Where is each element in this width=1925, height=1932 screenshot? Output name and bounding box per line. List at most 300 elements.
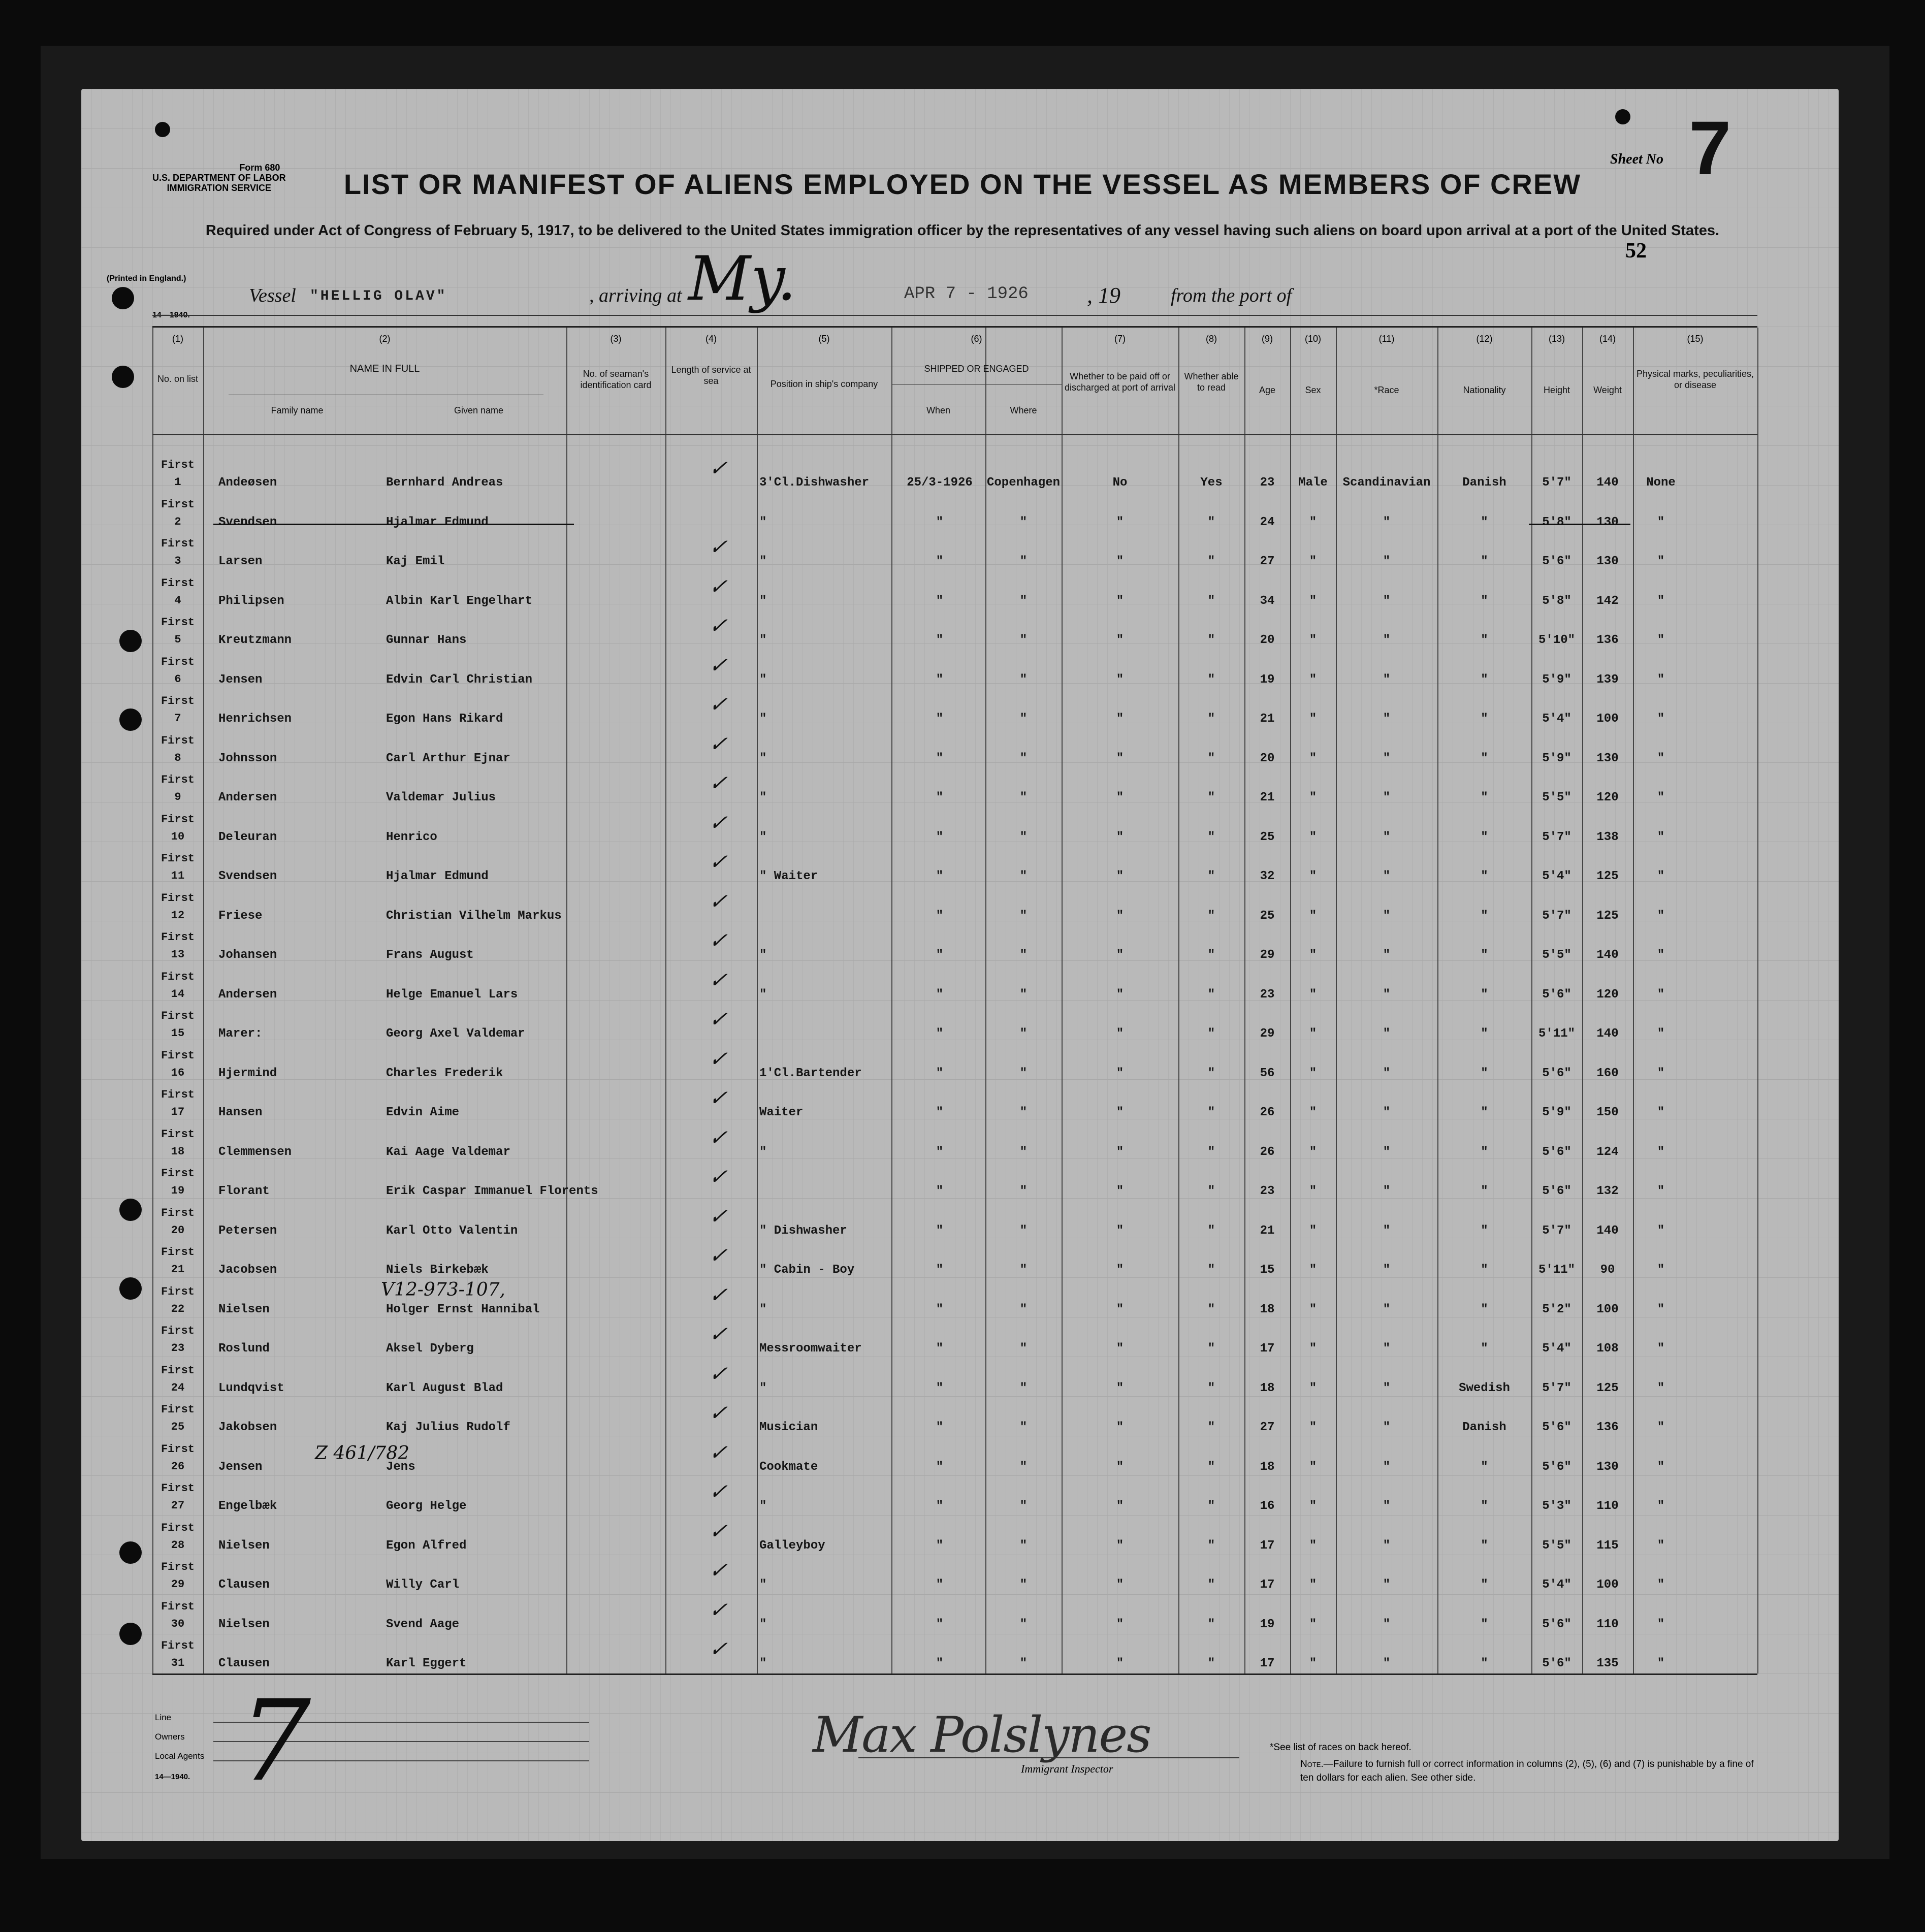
checkmark-icon: ✓ bbox=[707, 888, 734, 914]
sex: " bbox=[1309, 751, 1317, 765]
table-row bbox=[152, 810, 1757, 853]
sex: " bbox=[1309, 1302, 1317, 1316]
weight: 136 bbox=[1596, 633, 1619, 647]
handwritten-sheet-mark: 7 bbox=[224, 1676, 324, 1806]
race: " bbox=[1383, 1381, 1391, 1395]
col-id-card-header: No. of seaman's identification card bbox=[580, 369, 652, 390]
height: 5'11" bbox=[1538, 1027, 1575, 1041]
class-label: First bbox=[161, 1206, 195, 1219]
position: " bbox=[759, 712, 767, 726]
sex: " bbox=[1309, 987, 1317, 1002]
family-name: Philipsen bbox=[218, 594, 284, 608]
paid-off: " bbox=[1116, 1145, 1124, 1159]
class-label: First bbox=[161, 498, 195, 511]
family-name: Nielsen bbox=[218, 1538, 270, 1553]
shipped-where: " bbox=[1019, 1027, 1028, 1041]
row-number: 17 bbox=[171, 1106, 185, 1118]
height: 5'10" bbox=[1538, 633, 1575, 647]
col-13-number: (13) bbox=[1548, 334, 1565, 344]
paid-off: " bbox=[1116, 515, 1124, 529]
paid-off: " bbox=[1116, 791, 1124, 804]
shipped-when: " bbox=[936, 1617, 944, 1631]
sex: " bbox=[1309, 1381, 1317, 1395]
height: 5'8" bbox=[1542, 515, 1571, 529]
age: 27 bbox=[1260, 1421, 1275, 1434]
age: 34 bbox=[1260, 594, 1275, 608]
class-label: First bbox=[161, 1049, 195, 1062]
able-to-read: " bbox=[1207, 1066, 1215, 1080]
nationality: " bbox=[1481, 633, 1488, 647]
paid-off: " bbox=[1116, 1342, 1124, 1356]
nationality: " bbox=[1481, 1578, 1488, 1592]
family-name: Petersen bbox=[218, 1223, 277, 1238]
race: " bbox=[1383, 791, 1391, 804]
height: 5'7" bbox=[1542, 476, 1571, 490]
row-number: 26 bbox=[171, 1460, 185, 1473]
checkmark-icon: ✓ bbox=[707, 1439, 734, 1465]
class-label: First bbox=[161, 774, 195, 786]
able-to-read: " bbox=[1207, 751, 1215, 765]
table-row bbox=[152, 1558, 1757, 1600]
family-name: Andeøsen bbox=[218, 476, 277, 490]
table-row bbox=[152, 1279, 1757, 1325]
col-6-number: (6) bbox=[971, 334, 982, 344]
col-7-number: (7) bbox=[1114, 334, 1126, 344]
sex: " bbox=[1309, 1223, 1317, 1238]
table-row bbox=[152, 613, 1757, 656]
given-name: Egon Hans Rikard bbox=[386, 712, 503, 726]
weight: 120 bbox=[1596, 791, 1619, 804]
checkmark-icon: ✓ bbox=[707, 1361, 734, 1386]
physical-marks: " bbox=[1657, 1027, 1665, 1041]
sex: " bbox=[1309, 1342, 1317, 1356]
shipped-where: " bbox=[1019, 1223, 1028, 1238]
shipped-when: " bbox=[936, 672, 944, 687]
height: 5'6" bbox=[1542, 987, 1571, 1002]
given-name: Helge Emanuel Lars bbox=[386, 987, 518, 1002]
given-name: Edvin Carl Christian bbox=[386, 672, 533, 687]
col-family-name-header: Family name bbox=[271, 405, 324, 415]
class-label: First bbox=[161, 1639, 195, 1652]
shipped-when: " bbox=[936, 948, 944, 962]
family-name: Andersen bbox=[218, 791, 277, 804]
from-port-label: from the port of bbox=[1171, 285, 1292, 306]
sex: " bbox=[1309, 594, 1317, 608]
paid-off: " bbox=[1116, 1578, 1124, 1592]
height: 5'6" bbox=[1542, 1066, 1571, 1080]
shipped-where: " bbox=[1019, 830, 1028, 844]
table-row bbox=[152, 498, 1757, 538]
race: " bbox=[1383, 1578, 1391, 1592]
shipped-when: " bbox=[936, 633, 944, 647]
table-row bbox=[152, 1400, 1757, 1443]
sex: " bbox=[1309, 1145, 1317, 1159]
age: 18 bbox=[1260, 1381, 1275, 1395]
paid-off: " bbox=[1116, 751, 1124, 765]
col-9-number: (9) bbox=[1262, 334, 1273, 344]
able-to-read: " bbox=[1207, 1499, 1215, 1513]
shipped-where: " bbox=[1019, 1342, 1028, 1356]
height: 5'7" bbox=[1542, 1223, 1571, 1238]
row-number: 25 bbox=[171, 1421, 185, 1433]
age: 17 bbox=[1260, 1657, 1275, 1670]
age: 24 bbox=[1260, 515, 1275, 529]
nationality: " bbox=[1481, 870, 1488, 883]
shipped-when: " bbox=[936, 1499, 944, 1513]
given-name: Albin Karl Engelhart bbox=[386, 594, 533, 608]
printed-in-note: (Printed in England.) bbox=[107, 274, 186, 283]
shipped-when: " bbox=[936, 1066, 944, 1080]
punch-hole bbox=[119, 1199, 142, 1221]
class-label: First bbox=[161, 734, 195, 747]
shipped-when: " bbox=[936, 594, 944, 608]
checkmark-icon: ✓ bbox=[707, 1046, 734, 1071]
given-name: Jens bbox=[386, 1460, 415, 1474]
able-to-read: " bbox=[1207, 1184, 1215, 1198]
able-to-read: " bbox=[1207, 1302, 1215, 1316]
physical-marks: " bbox=[1657, 987, 1665, 1002]
shipped-where: " bbox=[1019, 712, 1028, 726]
height: 5'3" bbox=[1542, 1499, 1571, 1513]
able-to-read: " bbox=[1207, 555, 1215, 568]
nationality: " bbox=[1481, 948, 1488, 962]
height: 5'6" bbox=[1542, 1184, 1571, 1198]
nationality: " bbox=[1481, 1538, 1488, 1553]
row-number: 21 bbox=[171, 1263, 185, 1276]
shipped-where: " bbox=[1019, 1381, 1028, 1395]
col-race-header: *Race bbox=[1374, 385, 1399, 395]
row-number: 19 bbox=[171, 1184, 185, 1197]
shipped-where: " bbox=[1019, 515, 1028, 529]
height: 5'9" bbox=[1542, 1106, 1571, 1119]
shipped-where: " bbox=[1019, 791, 1028, 804]
col-2-number: (2) bbox=[379, 334, 391, 344]
checkmark-icon: ✓ bbox=[707, 613, 734, 638]
sex: " bbox=[1309, 672, 1317, 687]
race: " bbox=[1383, 1145, 1391, 1159]
given-name: Karl August Blad bbox=[386, 1381, 503, 1395]
age: 27 bbox=[1260, 555, 1275, 568]
checkmark-icon: ✓ bbox=[707, 1518, 734, 1543]
weight: 100 bbox=[1596, 712, 1619, 726]
given-name: Kai Aage Valdemar bbox=[386, 1145, 510, 1159]
class-label: First bbox=[161, 1246, 195, 1259]
shipped-when: " bbox=[936, 1145, 944, 1159]
col-8-number: (8) bbox=[1206, 334, 1217, 344]
position: " bbox=[759, 1499, 767, 1513]
physical-marks: " bbox=[1657, 1657, 1665, 1670]
col-15-number: (15) bbox=[1687, 334, 1704, 344]
able-to-read: " bbox=[1207, 1342, 1215, 1356]
race: " bbox=[1383, 1302, 1391, 1316]
row-number: 5 bbox=[174, 633, 181, 646]
form-number: Form 680 bbox=[239, 163, 280, 173]
checkmark-icon: ✓ bbox=[707, 1322, 734, 1346]
checkmark-icon: ✓ bbox=[707, 652, 734, 678]
checkmark-icon: ✓ bbox=[707, 456, 734, 480]
race: " bbox=[1383, 751, 1391, 765]
nationality: " bbox=[1481, 830, 1488, 844]
table-row bbox=[152, 1007, 1757, 1049]
family-name: Clausen bbox=[218, 1657, 270, 1670]
physical-marks: " bbox=[1657, 1381, 1665, 1395]
sheet-number: 7 bbox=[1689, 105, 1731, 190]
race: " bbox=[1383, 1066, 1391, 1080]
weight: 124 bbox=[1596, 1145, 1619, 1159]
col-4-number: (4) bbox=[705, 334, 717, 344]
weight: 125 bbox=[1596, 1381, 1619, 1395]
paid-off: " bbox=[1116, 987, 1124, 1002]
col-service-header: Length of service at sea bbox=[671, 365, 751, 386]
physical-marks: " bbox=[1657, 1223, 1665, 1238]
row-number: 15 bbox=[171, 1027, 185, 1040]
age: 23 bbox=[1260, 476, 1275, 490]
height: 5'5" bbox=[1542, 948, 1571, 962]
position: " bbox=[759, 555, 767, 568]
weight: 130 bbox=[1596, 555, 1619, 568]
nationality: " bbox=[1481, 751, 1488, 765]
race: " bbox=[1383, 870, 1391, 883]
given-name: Frans August bbox=[386, 948, 474, 962]
shipped-when: " bbox=[936, 1657, 944, 1670]
shipped-where: " bbox=[1019, 672, 1028, 687]
weight: 132 bbox=[1596, 1184, 1619, 1198]
nationality: " bbox=[1481, 987, 1488, 1002]
sex: " bbox=[1309, 830, 1317, 844]
col-1-number: (1) bbox=[172, 334, 183, 344]
shipped-where: " bbox=[1019, 1145, 1028, 1159]
physical-marks: " bbox=[1657, 909, 1665, 923]
class-label: First bbox=[161, 1482, 195, 1495]
given-name: Erik Caspar Immanuel Florents bbox=[386, 1184, 598, 1198]
given-name: Karl Eggert bbox=[386, 1657, 467, 1670]
col-given-name-header: Given name bbox=[454, 405, 504, 415]
punch-hole bbox=[119, 630, 142, 652]
shipped-when: " bbox=[936, 1460, 944, 1474]
given-name: Charles Frederik bbox=[386, 1066, 503, 1080]
nationality: " bbox=[1481, 1617, 1488, 1631]
row-number: 7 bbox=[174, 712, 181, 725]
col-paid-off-header: Whether to be paid off or discharged at port of arrival bbox=[1064, 371, 1176, 393]
header-bottom-rule bbox=[152, 434, 1757, 435]
height: 5'6" bbox=[1542, 1145, 1571, 1159]
table-row bbox=[152, 770, 1757, 813]
class-label: First bbox=[161, 1600, 195, 1613]
given-name: Niels Birkebæk bbox=[386, 1263, 489, 1277]
family-name: Andersen bbox=[218, 987, 277, 1002]
col-name-header: NAME IN FULL bbox=[349, 363, 420, 374]
row-number: 28 bbox=[171, 1538, 185, 1552]
age: 16 bbox=[1260, 1499, 1275, 1513]
able-to-read: Yes bbox=[1200, 476, 1223, 490]
paid-off: No bbox=[1112, 476, 1128, 490]
col-marks-header: Physical marks, peculiarities, or disease bbox=[1636, 369, 1754, 390]
age: 25 bbox=[1260, 909, 1275, 923]
nationality: " bbox=[1481, 1342, 1488, 1356]
position: " bbox=[759, 987, 767, 1002]
weight: 140 bbox=[1596, 1027, 1619, 1041]
race: " bbox=[1383, 594, 1391, 608]
paid-off: " bbox=[1116, 1538, 1124, 1553]
given-name: Bernhard Andreas bbox=[386, 476, 503, 490]
position: 3'Cl.Dishwasher bbox=[759, 476, 870, 490]
given-name: Holger Ernst Hannibal bbox=[386, 1302, 540, 1316]
punch-hole bbox=[112, 366, 134, 388]
department-name: U.S. DEPARTMENT OF LABOR bbox=[152, 173, 286, 183]
height: 5'4" bbox=[1542, 1578, 1571, 1592]
physical-marks: " bbox=[1657, 712, 1665, 726]
sex: " bbox=[1309, 870, 1317, 883]
punch-hole bbox=[112, 287, 134, 309]
shipped-when: " bbox=[936, 1184, 944, 1198]
sex: " bbox=[1309, 633, 1317, 647]
row-number: 9 bbox=[174, 791, 181, 803]
weight: 130 bbox=[1596, 515, 1619, 529]
class-label: First bbox=[161, 813, 195, 826]
race: " bbox=[1383, 1223, 1391, 1238]
class-label: First bbox=[161, 1403, 195, 1416]
nationality: " bbox=[1481, 515, 1488, 529]
sex: " bbox=[1309, 1617, 1317, 1631]
checkmark-icon: ✓ bbox=[707, 810, 734, 835]
weight: 130 bbox=[1596, 1460, 1619, 1474]
family-name: Hjermind bbox=[218, 1066, 277, 1080]
paid-off: " bbox=[1116, 1302, 1124, 1316]
age: 17 bbox=[1260, 1578, 1275, 1592]
weight: 139 bbox=[1596, 672, 1619, 687]
class-label: First bbox=[161, 970, 195, 983]
weight: 90 bbox=[1600, 1263, 1615, 1277]
position: " bbox=[759, 751, 767, 765]
row-number: 16 bbox=[171, 1066, 185, 1079]
shipped-where: " bbox=[1019, 1460, 1028, 1474]
given-name: Willy Carl bbox=[386, 1578, 460, 1592]
checkmark-icon: ✓ bbox=[707, 1282, 734, 1307]
age: 56 bbox=[1260, 1066, 1275, 1080]
table-row bbox=[152, 849, 1757, 892]
weight: 138 bbox=[1596, 830, 1619, 844]
age: 23 bbox=[1260, 1184, 1275, 1198]
header-rule bbox=[152, 315, 1757, 316]
checkmark-icon: ✓ bbox=[707, 692, 734, 717]
weight: 150 bbox=[1596, 1106, 1619, 1119]
family-name: Larsen bbox=[218, 555, 263, 568]
able-to-read: " bbox=[1207, 672, 1215, 687]
sex: " bbox=[1309, 1578, 1317, 1592]
nationality: " bbox=[1481, 1027, 1488, 1041]
shipped-when: " bbox=[936, 1381, 944, 1395]
family-name: Lundqvist bbox=[218, 1381, 284, 1395]
punch-hole bbox=[119, 1277, 142, 1300]
height: 5'7" bbox=[1542, 830, 1571, 844]
shipped-where: " bbox=[1019, 1617, 1028, 1631]
paid-off: " bbox=[1116, 1106, 1124, 1119]
checkmark-icon: ✓ bbox=[707, 1203, 734, 1229]
nationality: " bbox=[1481, 1106, 1488, 1119]
paid-off: " bbox=[1116, 870, 1124, 883]
row-number: 13 bbox=[171, 948, 185, 961]
height: 5'2" bbox=[1542, 1302, 1571, 1316]
owners-label: Owners bbox=[155, 1732, 185, 1742]
age: 26 bbox=[1260, 1145, 1275, 1159]
race: " bbox=[1383, 948, 1391, 962]
punch-hole bbox=[119, 1541, 142, 1564]
class-label: First bbox=[161, 655, 195, 668]
shipped-when: 25/3-1926 bbox=[907, 476, 973, 490]
physical-marks: " bbox=[1657, 791, 1665, 804]
physical-marks: " bbox=[1657, 1066, 1665, 1080]
paid-off: " bbox=[1116, 1617, 1124, 1631]
position: " bbox=[759, 1617, 767, 1631]
table-row bbox=[152, 888, 1757, 931]
shipped-when: " bbox=[936, 1342, 944, 1356]
position: " bbox=[759, 1145, 767, 1159]
row-number: 11 bbox=[171, 870, 185, 882]
shipped-divider bbox=[891, 384, 1062, 385]
age: 25 bbox=[1260, 830, 1275, 844]
age: 20 bbox=[1260, 633, 1275, 647]
race: " bbox=[1383, 555, 1391, 568]
paid-off: " bbox=[1116, 830, 1124, 844]
punch-hole bbox=[1615, 109, 1630, 124]
height: 5'6" bbox=[1542, 1657, 1571, 1670]
checkmark-icon: ✓ bbox=[707, 967, 734, 992]
weight: 130 bbox=[1596, 751, 1619, 765]
age: 21 bbox=[1260, 791, 1275, 804]
able-to-read: " bbox=[1207, 870, 1215, 883]
position: Waiter bbox=[759, 1106, 804, 1119]
col-when-header: When bbox=[926, 405, 951, 415]
position: " bbox=[759, 791, 767, 804]
checkmark-icon: ✓ bbox=[707, 1558, 734, 1583]
checkmark-icon: ✓ bbox=[707, 1479, 734, 1504]
col-read-header: Whether able to read bbox=[1184, 371, 1239, 393]
col-weight-header: Weight bbox=[1593, 385, 1622, 395]
col-sex-header: Sex bbox=[1305, 385, 1321, 395]
able-to-read: " bbox=[1207, 1657, 1215, 1670]
height: 5'4" bbox=[1542, 870, 1571, 883]
row-number: 3 bbox=[174, 555, 181, 567]
row-number: 18 bbox=[171, 1145, 185, 1158]
paid-off: " bbox=[1116, 1027, 1124, 1041]
sex: Male bbox=[1298, 476, 1328, 490]
given-name: Edvin Aime bbox=[386, 1106, 460, 1119]
race: " bbox=[1383, 1460, 1391, 1474]
paid-off: " bbox=[1116, 1184, 1124, 1198]
position: Musician bbox=[759, 1421, 818, 1434]
position: 1'Cl.Bartender bbox=[759, 1066, 862, 1080]
table-row bbox=[152, 692, 1757, 734]
family-name: Nielsen bbox=[218, 1302, 270, 1316]
handwritten-note: Z 461/782 bbox=[315, 1442, 410, 1464]
table-row bbox=[152, 1439, 1757, 1483]
race: " bbox=[1383, 1263, 1391, 1277]
height: 5'4" bbox=[1542, 1342, 1571, 1356]
shipped-where: " bbox=[1019, 751, 1028, 765]
sex: " bbox=[1309, 1184, 1317, 1198]
able-to-read: " bbox=[1207, 987, 1215, 1002]
age: 21 bbox=[1260, 1223, 1275, 1238]
nationality: " bbox=[1481, 791, 1488, 804]
shipped-where: " bbox=[1019, 909, 1028, 923]
age: 26 bbox=[1260, 1106, 1275, 1119]
race: " bbox=[1383, 1657, 1391, 1670]
position: " Dishwasher bbox=[759, 1223, 847, 1238]
family-name: Hansen bbox=[218, 1106, 263, 1119]
paid-off: " bbox=[1116, 594, 1124, 608]
sex: " bbox=[1309, 1538, 1317, 1553]
able-to-read: " bbox=[1207, 1223, 1215, 1238]
